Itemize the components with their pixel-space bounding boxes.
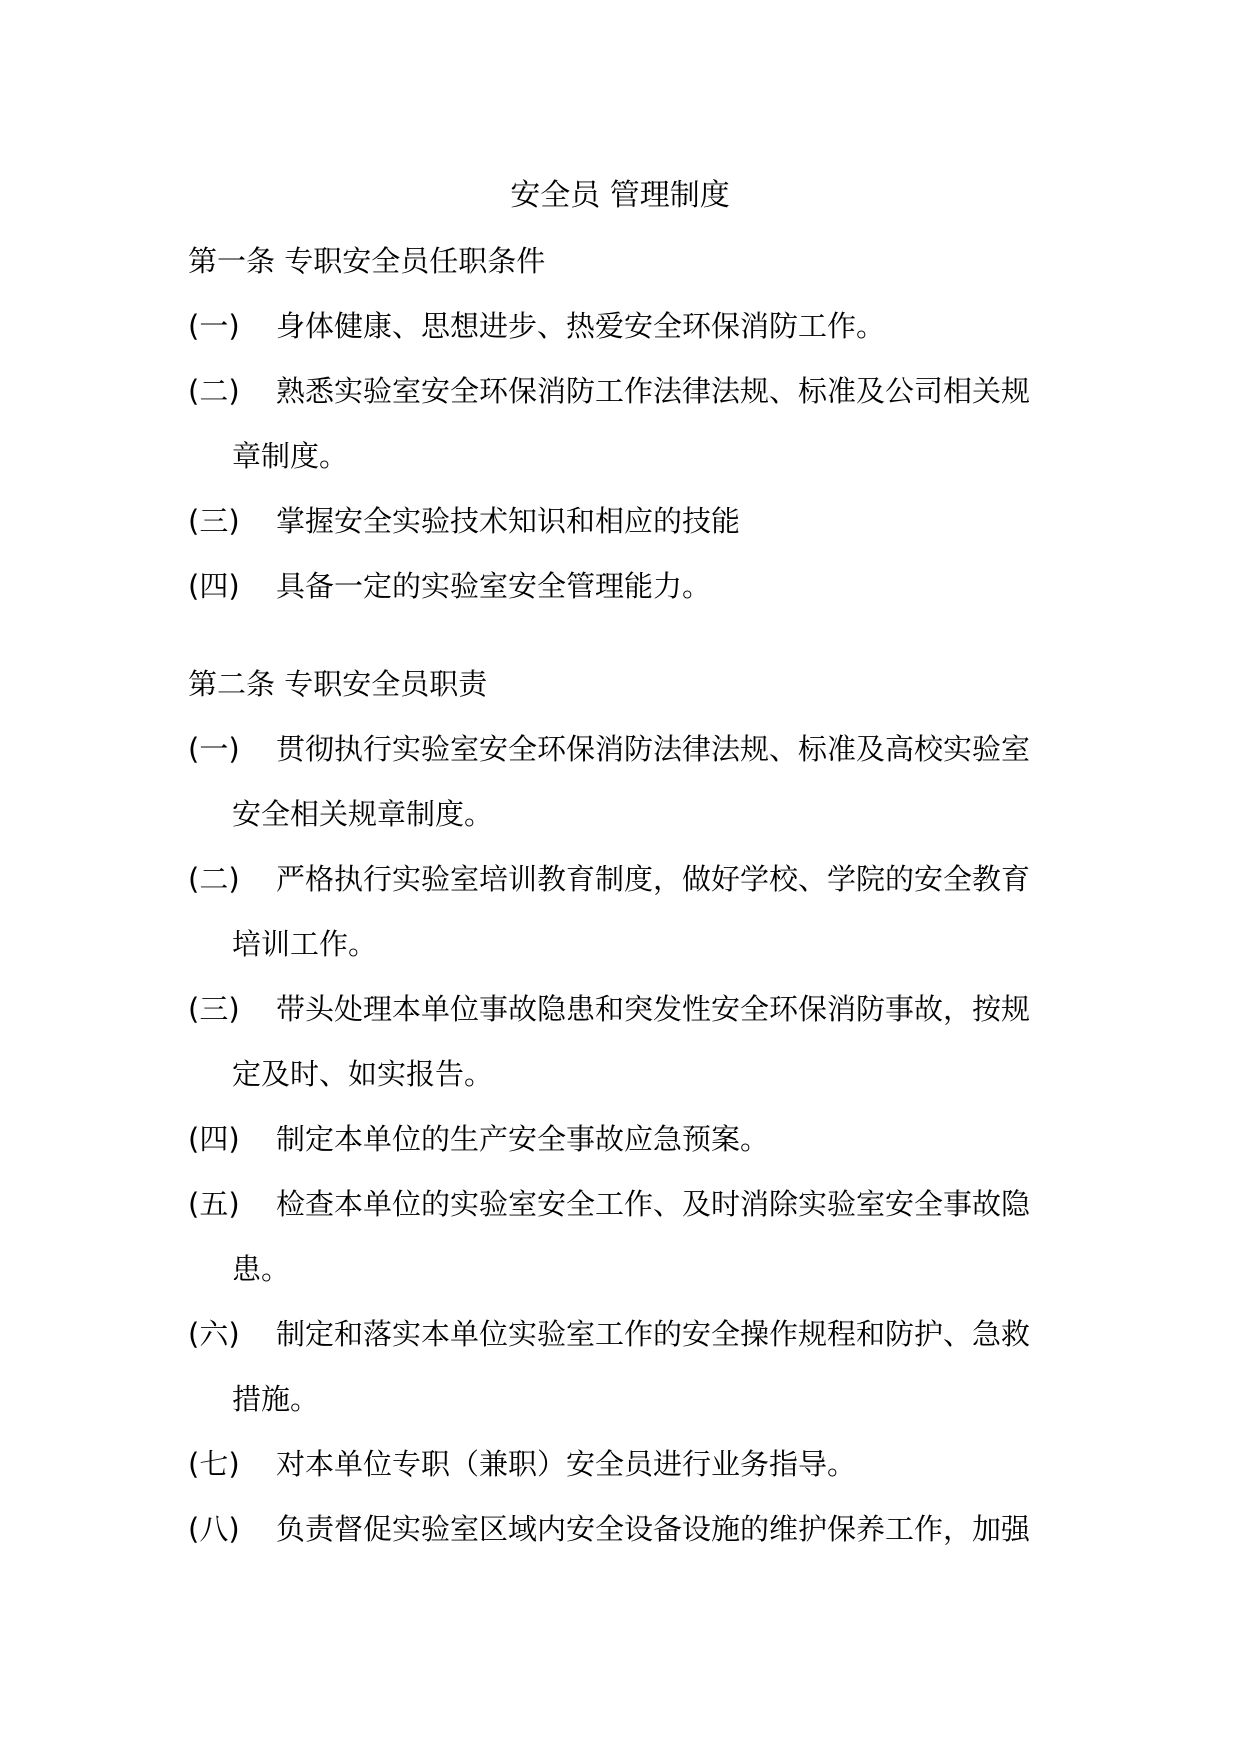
item-number: (三) [188, 992, 240, 1026]
item-text: 具备一定的实验室安全管理能力。 [276, 569, 712, 603]
item-text-continued: 患。 [232, 1252, 291, 1286]
item-text-continued: 章制度。 [232, 439, 349, 473]
item-text: 检查本单位的实验室安全工作、及时消除实验室安全事故隐 [276, 1187, 1031, 1221]
item-number: (二) [188, 374, 240, 408]
item-text: 掌握安全实验技术知识和相应的技能 [276, 504, 741, 538]
section-heading: 第二条 专职安全员职责 [188, 667, 488, 701]
item-number: (二) [188, 862, 240, 896]
item-text-continued: 定及时、如实报告。 [232, 1057, 494, 1091]
item-text: 负责督促实验室区域内安全设备设施的维护保养工作，加强 [276, 1512, 1031, 1546]
item-number: (一) [188, 732, 240, 766]
section-heading: 第一条 专职安全员任职条件 [188, 244, 546, 278]
item-text-continued: 培训工作。 [232, 927, 378, 961]
item-text-continued: 安全相关规章制度。 [232, 797, 494, 831]
item-text: 严格执行实验室培训教育制度，做好学校、学院的安全教育 [276, 862, 1031, 896]
item-text: 制定和落实本单位实验室工作的安全操作规程和防护、急救 [276, 1317, 1031, 1351]
item-text: 带头处理本单位事故隐患和突发性安全环保消防事故，按规 [276, 992, 1031, 1026]
item-number: (一) [188, 309, 240, 343]
item-number: (七) [188, 1447, 240, 1481]
item-number: (四) [188, 569, 240, 603]
item-number: (六) [188, 1317, 240, 1351]
item-number: (八) [188, 1512, 240, 1546]
item-text: 制定本单位的生产安全事故应急预案。 [276, 1122, 770, 1156]
item-text: 熟悉实验室安全环保消防工作法律法规、标准及公司相关规 [276, 374, 1031, 408]
item-text: 贯彻执行实验室安全环保消防法律法规、标准及高校实验室 [276, 732, 1031, 766]
item-number: (四) [188, 1122, 240, 1156]
item-text-continued: 措施。 [232, 1382, 320, 1416]
item-text: 对本单位专职（兼职）安全员进行业务指导。 [276, 1447, 857, 1481]
item-number: (三) [188, 504, 240, 538]
item-number: (五) [188, 1187, 240, 1221]
document-title: 安全员 管理制度 [510, 178, 730, 213]
item-text: 身体健康、思想进步、热爱安全环保消防工作。 [276, 309, 886, 343]
